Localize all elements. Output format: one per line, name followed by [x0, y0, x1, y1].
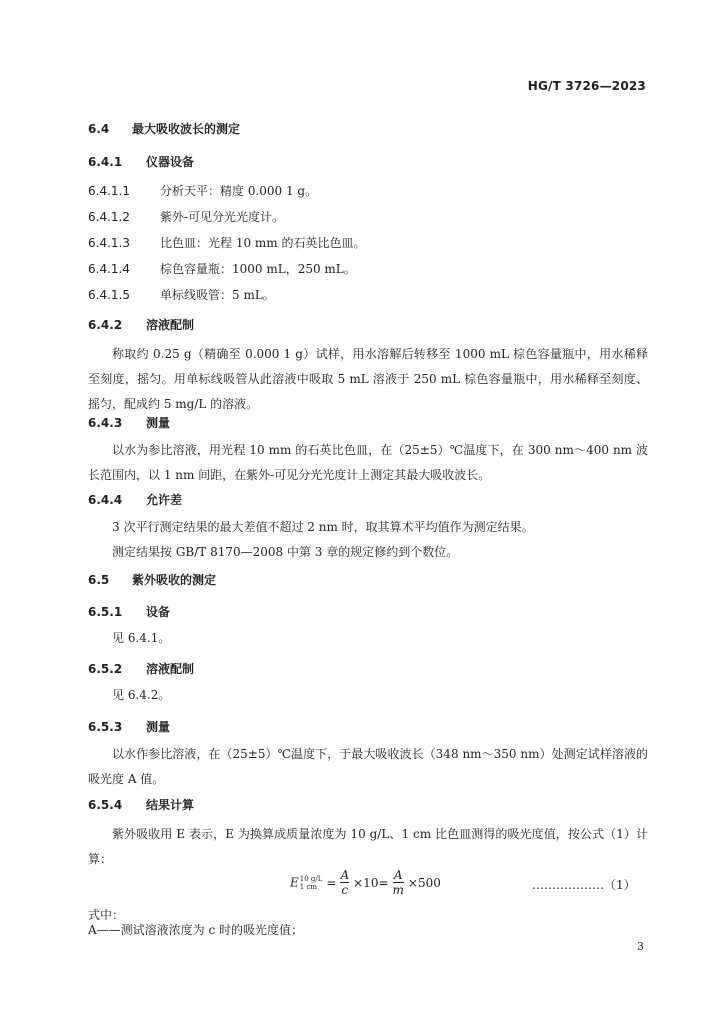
list-item: 6.4.1.3 比色皿：光程 10 mm 的石英比色皿。 — [88, 236, 366, 250]
equation-number: ………………（1） — [532, 878, 636, 892]
fraction: $\frac{A}{c}$ — [340, 868, 350, 897]
paragraph: 以水作参比溶液，在（25±5）℃温度下，于最大吸收波长（348 nm～350 nm）处测定试样溶液的吸光度 A 值。 — [88, 747, 648, 786]
subsection-heading: 6.4.2 溶液配制 — [88, 318, 195, 332]
variable-definition: A——测试溶液浓度为 c 时的吸光度值； — [88, 923, 304, 937]
subsection-heading: 6.5.2 溶液配制 — [88, 662, 195, 676]
list-item: 6.4.1.2 紫外-可见分光光度计。 — [88, 210, 285, 224]
standard-number: HG/T 3726—2023 — [527, 79, 646, 93]
section-heading: 6.5 紫外吸收的测定 — [88, 573, 217, 587]
page-number: 3 — [637, 940, 644, 953]
where-label: 式中： — [88, 908, 125, 922]
subsection-heading: 6.5.4 结果计算 — [88, 798, 195, 812]
fraction: $\frac{A}{m}$ — [392, 868, 404, 897]
paragraph: 见 6.4.1。 — [112, 631, 171, 645]
paragraph: 紫外吸收用 E 表示，E 为换算成质量浓度为 10 g/L、1 cm 比色皿测得的吸光度值，按公式（1）计算： — [88, 827, 648, 866]
list-item: 6.4.1.4 棕色容量瓶：1000 mL，250 mL。 — [88, 262, 356, 276]
paragraph: 称取约 0.25 g（精确至 0.000 1 g）试样，用水溶解后转移至 1000 mL 棕色容量瓶中，用水稀释至刻度，摇匀。用单标线吸管从此溶液中吸取 5 mL 溶液于 250 mL 棕色容量瓶中，用水稀释至刻度、摇匀，配成约 5 mg/L 的溶液。 — [88, 347, 648, 411]
paragraph: 3 次平行测定结果的最大差值不超过 2 nm 时，取其算术平均值作为测定结果。 测定结果按 GB/T 8170—2008 中第 3 章的规定修约到个数位。 — [112, 520, 534, 559]
paragraph: 见 6.4.2。 — [112, 688, 171, 702]
subsection-heading: 6.4.3 测量 — [88, 416, 171, 430]
formula: E 10 g/L 1 cm = $\frac{A}{c}$ ×10= $\frac{A}{m}$ ×500 — [290, 868, 441, 897]
list-item: 6.4.1.5 单标线吸管：5 mL。 — [88, 288, 275, 302]
paragraph: 以水为参比溶液，用光程 10 mm 的石英比色皿，在（25±5）℃温度下，在 300 nm～400 nm 波长范围内，以 1 nm 间距，在紫外-可见分光光度计上测定其最大吸收波长。 — [88, 443, 648, 482]
subsection-heading: 6.4.4 允许差 — [88, 493, 183, 507]
section-heading: 6.4 最大吸收波长的测定 — [88, 122, 241, 136]
subsection-heading: 6.5.1 设备 — [88, 605, 171, 619]
formula-lhs: E 10 g/L 1 cm — [290, 874, 323, 891]
subsection-heading: 6.4.1 仪器设备 — [88, 155, 195, 169]
subsection-heading: 6.5.3 测量 — [88, 720, 171, 734]
list-item: 6.4.1.1 分析天平：精度 0.000 1 g。 — [88, 184, 318, 198]
